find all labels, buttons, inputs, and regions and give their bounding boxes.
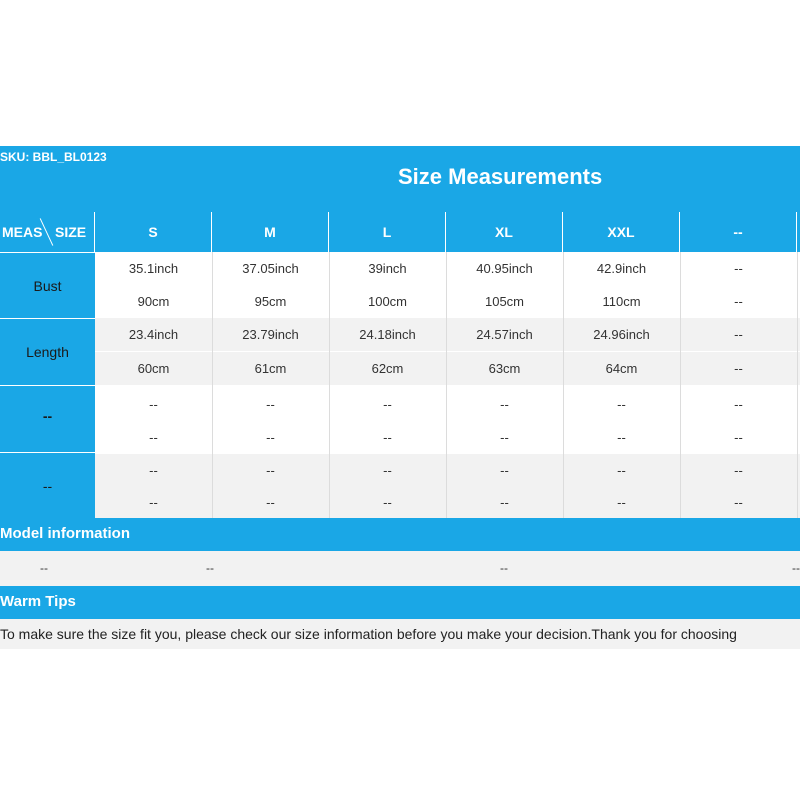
table-row: [95, 388, 800, 421]
table-row: [95, 421, 800, 454]
table-cell: 23.79inch: [242, 327, 299, 342]
warm-tips-text: To make sure the size fit you, please check our size information before you make your decision.Thank you for choosing: [0, 626, 737, 642]
table-cell: 105cm: [484, 294, 525, 309]
table-row: [95, 285, 800, 318]
table-cell: --: [734, 261, 743, 276]
table-cell: 64cm: [605, 361, 638, 376]
table-cell: 24.96inch: [593, 327, 650, 342]
table-cell: 90cm: [137, 294, 170, 309]
table-cell: 37.05inch: [242, 261, 299, 276]
row-label-4: --: [0, 452, 95, 518]
row-label-length: Length: [0, 318, 95, 385]
size-header-xl: XL: [446, 212, 563, 252]
grid-divider: [446, 252, 447, 518]
size-header-m: M: [212, 212, 329, 252]
size-header-extra: --: [680, 212, 797, 252]
grid-divider: [329, 252, 330, 518]
grid-divider: [680, 252, 681, 518]
grid-divider: [563, 252, 564, 518]
size-header-l: L: [329, 212, 446, 252]
sku-label: SKU: BBL_BL0123: [0, 150, 107, 164]
size-header-row: [0, 212, 800, 252]
table-row: [95, 352, 800, 385]
table-cell: 35.1inch: [128, 261, 179, 276]
table-cell: --: [617, 463, 626, 478]
table-cell: --: [734, 294, 743, 309]
meas-label: MEAS: [2, 224, 43, 240]
grid-divider: [212, 252, 213, 518]
table-cell: --: [734, 327, 743, 342]
table-cell: --: [383, 397, 392, 412]
table-cell: 110cm: [602, 294, 641, 309]
table-cell: 100cm: [367, 294, 408, 309]
table-cell: 62cm: [371, 361, 404, 376]
table-row: [95, 486, 800, 519]
table-cell: --: [617, 495, 626, 510]
table-cell: 39inch: [368, 261, 407, 276]
table-cell: --: [734, 397, 743, 412]
table-cell: 40.95inch: [476, 261, 533, 276]
row-label-3: --: [0, 385, 95, 452]
table-cell: --: [734, 463, 743, 478]
table-cell: --: [500, 463, 509, 478]
table-cell: 95cm: [254, 294, 287, 309]
model-info-value: --: [40, 561, 48, 575]
size-header-s: S: [95, 212, 212, 252]
model-info-value: --: [500, 561, 508, 575]
warm-tips-bar: [0, 586, 800, 619]
table-cell: 24.18inch: [359, 327, 416, 342]
table-cell: --: [617, 397, 626, 412]
grid-divider: [797, 252, 798, 518]
table-row: [95, 318, 800, 351]
size-header-xxl: XXL: [563, 212, 680, 252]
model-info-bar: [0, 518, 800, 551]
table-cell: --: [734, 430, 743, 445]
table-cell: --: [149, 463, 158, 478]
table-cell: --: [383, 495, 392, 510]
table-cell: --: [266, 495, 275, 510]
table-cell: --: [266, 463, 275, 478]
table-cell: --: [383, 463, 392, 478]
table-cell: --: [383, 430, 392, 445]
model-info-value: --: [792, 561, 800, 575]
warm-tips-row: [0, 619, 800, 649]
table-cell: --: [266, 430, 275, 445]
table-cell: 60cm: [137, 361, 170, 376]
table-cell: --: [266, 397, 275, 412]
corner-header-cell: [0, 212, 95, 252]
header-bar: [0, 146, 800, 212]
table-cell: --: [734, 495, 743, 510]
table-cell: 24.57inch: [476, 327, 533, 342]
table-cell: --: [149, 430, 158, 445]
row-label-bust: Bust: [0, 252, 95, 318]
table-row: [95, 454, 800, 487]
table-cell: --: [617, 430, 626, 445]
table-cell: --: [500, 430, 509, 445]
table-cell: 63cm: [488, 361, 521, 376]
size-label: SIZE: [55, 224, 87, 240]
table-cell: 42.9inch: [596, 261, 647, 276]
table-cell: --: [149, 397, 158, 412]
warm-tips-title: Warm Tips: [0, 593, 76, 610]
table-row: [95, 252, 800, 285]
model-info-title: Model information: [0, 525, 130, 542]
page-title: Size Measurements: [398, 164, 603, 189]
table-cell: 61cm: [254, 361, 287, 376]
table-cell: --: [149, 495, 158, 510]
table-cell: 23.4inch: [128, 327, 179, 342]
model-info-row: [0, 551, 800, 586]
table-cell: --: [500, 495, 509, 510]
model-info-value: --: [206, 561, 214, 575]
table-cell: --: [500, 397, 509, 412]
table-cell: --: [734, 361, 743, 376]
